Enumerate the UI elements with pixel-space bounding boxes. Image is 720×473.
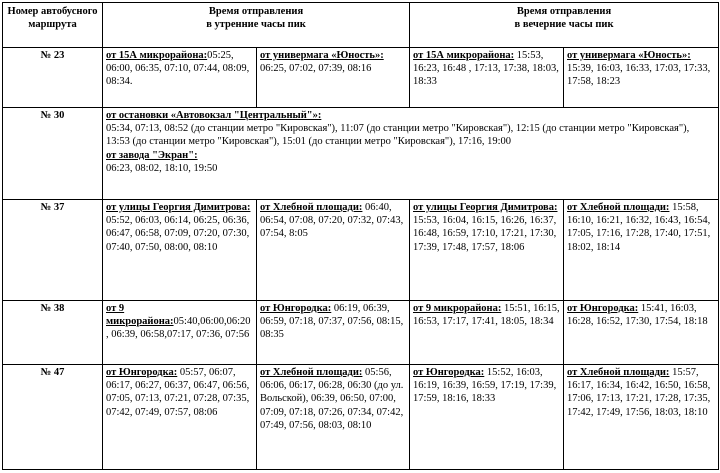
- morning-return-cell: [257, 365, 410, 470]
- table-row-route-47: [3, 365, 719, 470]
- stop-label: от Юнгородка:: [106, 367, 178, 378]
- morning-header: [103, 3, 410, 48]
- departure-times: 15:57, 16:17, 16:34, 16:42, 16:50, 16:58, 17:06, 17:13, 17:21, 17:28, 17:35, 17:42, 17:49, 17:56, 18:03, 18:10: [567, 367, 711, 418]
- route-number: № 38: [3, 301, 103, 365]
- stop-label: от улицы Георгия Димитрова:: [106, 202, 251, 213]
- evening-header-line2: в вечерние часы пик: [514, 19, 614, 31]
- departure-times: 05:34, 07:13, 08:52 (до станции метро "Кировская"), 11:07 (до станции метро "Кировская"), 12:15 (до станции метро "Кировская"), 13:53 (до станции метро "Кировская"), 15:01 (до станции метро "Кировская"), 17:16, 19:00: [106, 123, 690, 148]
- stop-label: от 15А микрорайона:: [106, 50, 208, 61]
- route-number: № 30: [3, 108, 103, 200]
- departure-times: 15:41, 16:03, 16:28, 16:52, 17:30, 17:54, 18:18: [567, 303, 708, 328]
- departure-times: 05:56, 06:06, 06:17, 06:28, 06:30 (до ул. Вольской), 06:39, 06:50, 07:00, 07:09, 07:18, 07:26, 07:34, 07:42, 07:49, 07:56, 08:03, 08:10: [260, 367, 404, 431]
- stop-label: от универмага «Юность»:: [260, 50, 384, 61]
- evening-outbound-cell: [410, 200, 564, 301]
- route-number: № 37: [3, 200, 103, 301]
- departure-times: 15:53, 16:04, 16:15, 16:26, 16:37, 16:48, 16:59, 17:10, 17:21, 17:30, 17:39, 17:48, 17:57, 18:06: [413, 215, 557, 253]
- stop-label: от 9 микрорайона:: [413, 303, 502, 314]
- header-row: [3, 3, 719, 48]
- evening-outbound-cell: [410, 48, 564, 108]
- table-row-route-37: [3, 200, 719, 301]
- departure-times: 05:52, 06:03, 06:14, 06:25, 06:36, 06:47, 06:58, 07:09, 07:20, 07:30, 07:40, 07:50, 08:00, 08:10: [106, 215, 250, 253]
- evening-outbound-cell: [410, 301, 564, 365]
- route-number-header: Номер автобусного маршрута: [3, 3, 103, 48]
- morning-return-cell: [257, 48, 410, 108]
- morning-return-cell: [257, 200, 410, 301]
- departure-times: 06:19, 06:39, 06:59, 07:18, 07:37, 07:56, 08:15, 08:35: [260, 303, 404, 341]
- table-row-route-23: [3, 48, 719, 108]
- morning-outbound-cell: [103, 48, 257, 108]
- table-row-route-30: [3, 108, 719, 200]
- evening-return-cell: [564, 200, 719, 301]
- departure-times: 15:39, 16:03, 16:33, 17:03, 17:33, 17:58, 18:23: [567, 63, 711, 88]
- stop-label: от универмага «Юность»:: [567, 50, 691, 61]
- evening-outbound-cell: [410, 365, 564, 470]
- morning-outbound-cell: [103, 200, 257, 301]
- timetable: [2, 2, 719, 470]
- evening-header-line1: Время отправления: [516, 6, 612, 17]
- stop-label: от Хлебной площади:: [567, 367, 670, 378]
- evening-header: [410, 3, 719, 48]
- morning-header-line1: Время отправления: [208, 6, 304, 17]
- stop-label: от Хлебной площади:: [567, 202, 670, 213]
- stop-label: от улицы Георгия Димитрова:: [413, 202, 558, 213]
- stop-label: от 15А микрорайона:: [413, 50, 515, 61]
- stop-label: от остановки «Автовокзал "Центральный"»:: [106, 110, 322, 121]
- departure-times: 06:23, 08:02, 18:10, 19:50: [106, 162, 218, 174]
- route-number: № 23: [3, 48, 103, 108]
- departure-times: 15:51, 16:15, 16:53, 17:17, 17:41, 18:05, 18:34: [413, 303, 560, 328]
- stop-label: от 9 микрорайона:: [106, 303, 174, 328]
- departure-times: 15:52, 16:03, 16:19, 16:39, 16:59, 17:19, 17:39, 17:59, 18:16, 18:33: [413, 367, 557, 405]
- stop-label: от Юнгородка:: [567, 303, 639, 314]
- departure-times: 15:53, 16:23, 16:48 , 17:13, 17:38, 18:03, 18:33: [413, 50, 559, 88]
- departure-times: 06:40, 06:54, 07:08, 07:20, 07:32, 07:43, 07:54, 8:05: [260, 202, 404, 240]
- evening-return-cell: [564, 48, 719, 108]
- departure-times: 06:25, 07:02, 07:39, 08:16: [260, 63, 372, 75]
- stop-label: от Хлебной площади:: [260, 367, 363, 378]
- morning-outbound-cell: [103, 301, 257, 365]
- morning-return-cell: [257, 301, 410, 365]
- evening-return-cell: [564, 301, 719, 365]
- evening-return-cell: [564, 365, 719, 470]
- stop-label: от Юнгородка:: [413, 367, 485, 378]
- stop-label: от Юнгородка:: [260, 303, 332, 314]
- departure-times: 05:57, 06:07, 06:17, 06:27, 06:37, 06:47, 06:56, 07:05, 07:13, 07:21, 07:28, 07:35, 07:42, 07:49, 07:57, 08:06: [106, 367, 250, 418]
- morning-outbound-cell: [103, 365, 257, 470]
- route-number: № 47: [3, 365, 103, 470]
- route-30-schedule-cell: [103, 108, 719, 200]
- stop-label: от Хлебной площади:: [260, 202, 363, 213]
- morning-header-line2: в утренние часы пик: [206, 19, 306, 31]
- stop-label: от завода "Экран":: [106, 149, 198, 161]
- departure-times: 15:58, 16:10, 16:21, 16:32, 16:43, 16:54, 17:05, 17:16, 17:28, 17:40, 17:51, 18:02, 18:14: [567, 202, 711, 253]
- departure-times: 05:40,06:00,06:20, 06:39, 06:58,07:17, 07:36, 07:56: [106, 316, 251, 341]
- table-row-route-38: [3, 301, 719, 365]
- departure-times: 05:25, 06:00, 06:35, 07:10, 07:44, 08:09, 08:34.: [106, 50, 250, 88]
